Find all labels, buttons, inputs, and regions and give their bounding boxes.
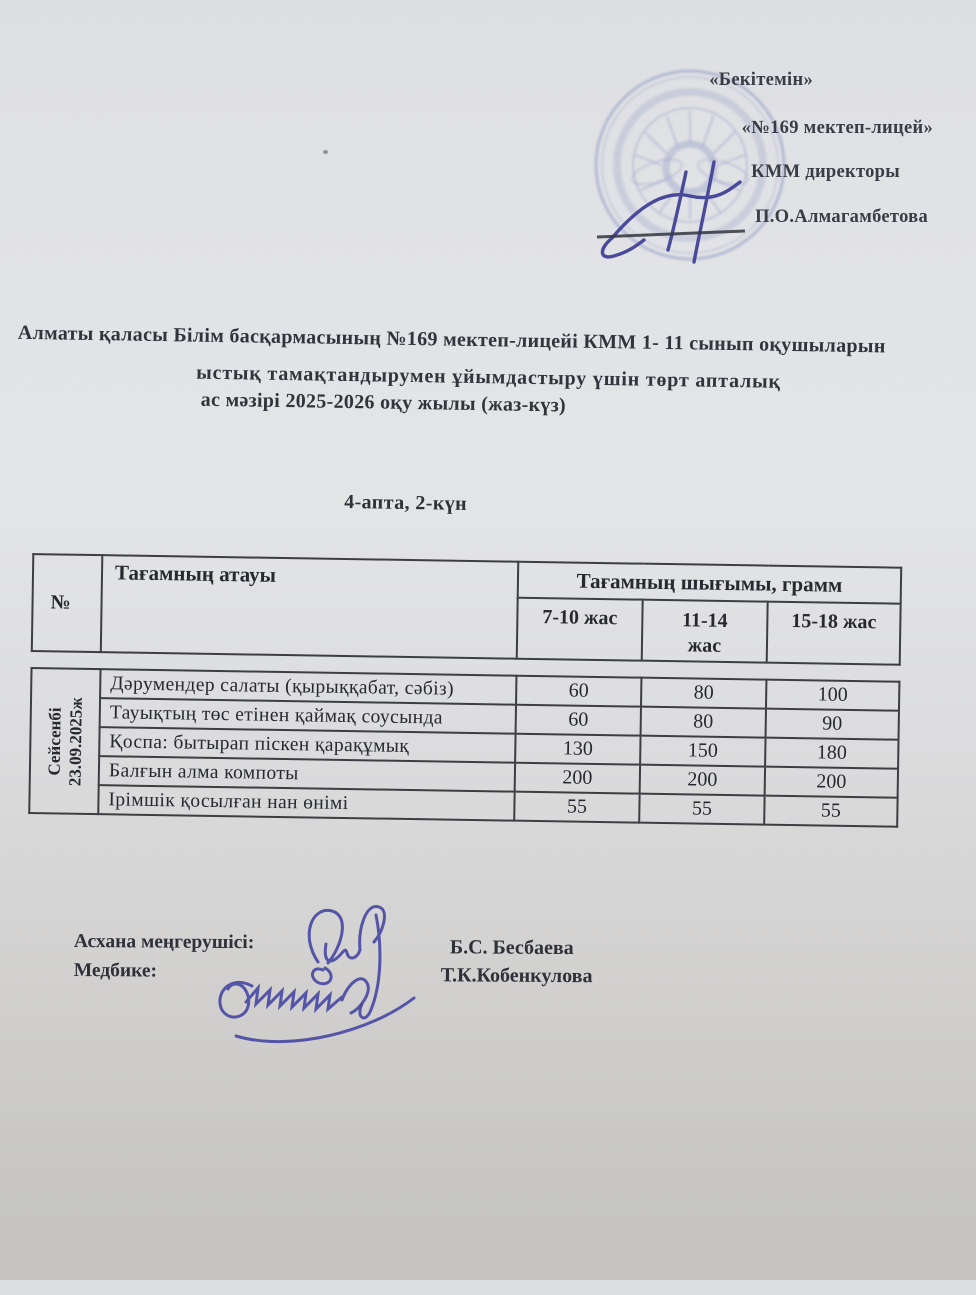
- grams-15-18-cell: 180: [765, 738, 898, 769]
- footer-signatures: [200, 890, 460, 1060]
- document-title-line-2: ыстық тамақтандырумен ұйымдастыру үшін төрт апталық: [196, 361, 781, 393]
- director-name-label: П.О.Алмагамбетова: [755, 207, 928, 227]
- approval-label: «Бекітемін»: [709, 70, 813, 90]
- canteen-manager-signature: [309, 907, 384, 1018]
- grams-11-14-cell: 55: [639, 794, 764, 825]
- column-header-dish-name: Тағамның атауы: [101, 555, 518, 659]
- nurse-name: Т.К.Кобенкулова: [440, 964, 593, 988]
- grams-15-18-cell: 100: [766, 680, 899, 711]
- week-day-subtitle: 4-апта, 2-күн: [344, 490, 468, 515]
- grams-7-10-cell: 55: [514, 792, 639, 823]
- grams-11-14-cell: 80: [641, 678, 766, 709]
- age-11-14-text: 11-14 жас: [681, 609, 728, 657]
- nurse-signature: [220, 979, 414, 1042]
- grams-7-10-cell: 60: [516, 705, 641, 736]
- dish-name-cell: Ірімшік қосылған нан өнімі: [98, 785, 514, 821]
- column-header-age-15-18: 15-18 жас: [767, 602, 901, 665]
- dish-name-cell: Дәрумендер салаты (қырыққабат, сәбіз): [100, 669, 516, 705]
- director-title-label: КММ директоры: [751, 162, 900, 182]
- day-date: 23.09.2025ж: [65, 696, 86, 786]
- grams-15-18-cell: 55: [764, 796, 897, 827]
- canteen-manager-label: Асхана меңгерушісі:: [73, 931, 255, 954]
- grams-7-10-cell: 60: [516, 676, 641, 707]
- document-title-line-3: ас мәзірі 2025-2026 оқу жылы (жаз-күз): [200, 388, 567, 417]
- canteen-manager-name: Б.С. Бесбаева: [449, 936, 574, 960]
- grams-7-10-cell: 200: [515, 763, 640, 794]
- grams-7-10-cell: 130: [515, 734, 640, 765]
- school-name-label: «№169 мектеп-лицей»: [741, 118, 933, 138]
- dish-name-cell: Балғын алма компоты: [99, 756, 515, 792]
- grams-11-14-cell: 80: [641, 707, 766, 738]
- day-name: Сейсенбі: [44, 706, 65, 776]
- nurse-label: Медбике:: [73, 960, 158, 982]
- column-header-no: №: [32, 554, 103, 652]
- grams-15-18-cell: 200: [765, 767, 898, 798]
- dish-name-cell: Қоспа: бытырап піскен қарақұмық: [99, 727, 515, 763]
- grams-15-18-cell: 90: [766, 709, 899, 740]
- column-header-age-7-10: 7-10 жас: [517, 598, 643, 661]
- grams-11-14-cell: 150: [640, 736, 765, 767]
- dish-name-cell: Тауықтың төс етінен қаймақ соусында: [100, 698, 516, 734]
- document-title-line-1: Алматы қаласы Білім басқармасының №169 мектеп-лицейі КММ 1- 11 сынып оқушыларын: [17, 321, 886, 358]
- column-header-output: Тағамның шығымы, грамм: [518, 562, 902, 604]
- grams-11-14-cell: 200: [640, 765, 765, 796]
